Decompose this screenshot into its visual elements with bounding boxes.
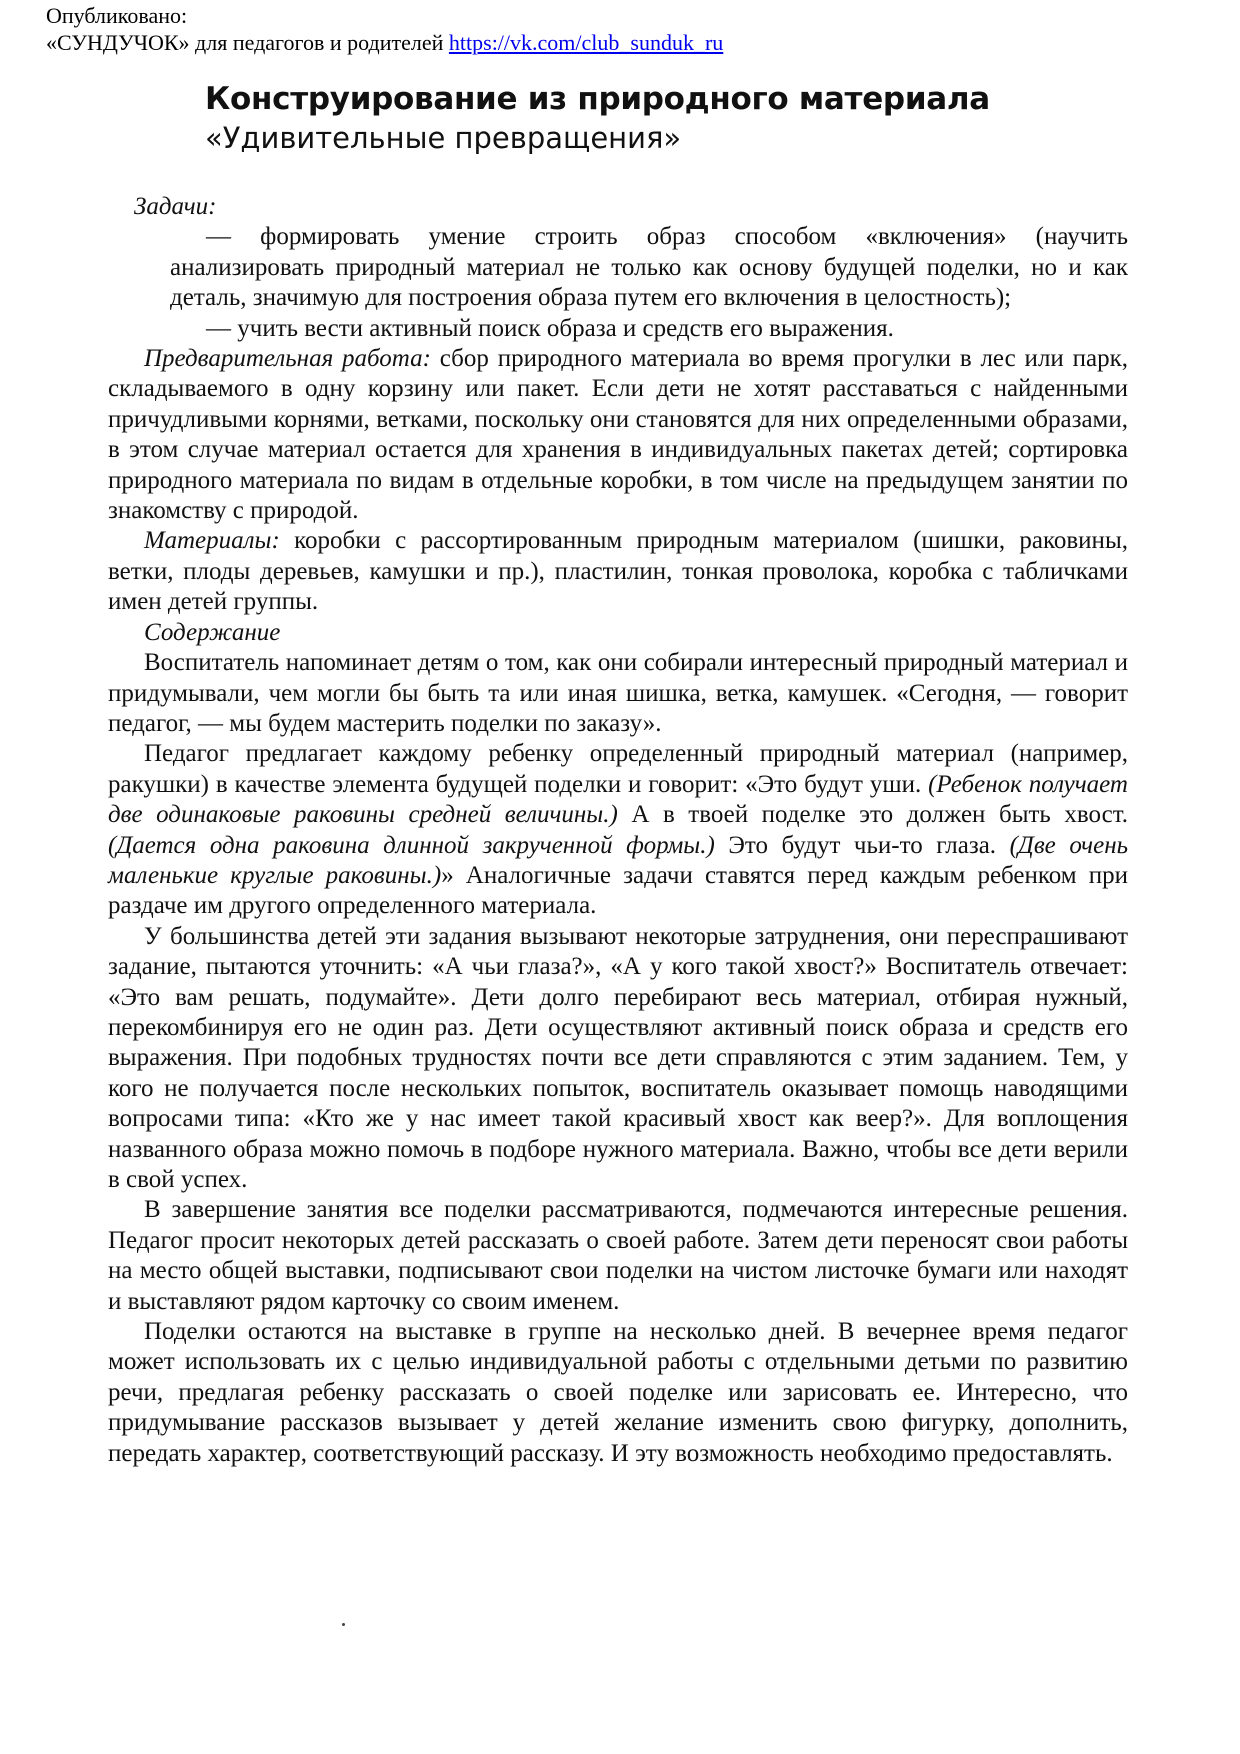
content-paragraph-2	[108, 739, 1128, 921]
vk-link[interactable]: https://vk.com/club_sunduk_ru	[448, 30, 724, 55]
content-paragraph-1: Воспитатель напоминает детям о том, как они собирали интересный природный материал и придумывали, чем могли бы быть та или иная шишка, ветка, камушек. «Сегодня, — говорит педагог, — мы будем мастерить поделки по заказу».	[108, 649, 1128, 737]
published-label: Опубликовано:	[46, 3, 188, 28]
page-subtitle: «Удивительные превращения»	[205, 121, 682, 155]
p2-italic-3: (Две очень маленькие круглые раковины.)	[108, 831, 1128, 889]
materials-label: Материалы:	[144, 527, 280, 555]
content-paragraph-4: В завершение занятия все поделки рассматриваются, подмечаются интересные решения. Педагог просит некоторых детей рассказать о своей работе. Затем дети переносят свои работы на место общей выставки, подписывают свои поделки на чистом листочке бумаги или находят и выставляют рядом карточку со своим именем.	[108, 1196, 1128, 1315]
publication-header	[46, 2, 723, 56]
p2-text-1: Педагог предлагает каждому ребенку определенный природный материал (например, ракушки) в качестве элемента будущей поделки и говорит: «Это будут уши.	[108, 740, 1128, 798]
scan-speck	[342, 1623, 345, 1626]
materials-paragraph	[108, 526, 1128, 617]
preliminary-paragraph	[108, 344, 1128, 526]
p2-italic-1: (Ребенок получает две одинаковые раковины средней величины.)	[108, 770, 1128, 829]
tasks-heading: Задачи:	[134, 193, 217, 220]
document-body	[108, 192, 1128, 1469]
preliminary-label: Предварительная работа:	[144, 345, 431, 373]
p2-italic-2: (Дается одна раковина длинной закрученной формы.)	[108, 831, 715, 859]
title-block	[205, 80, 1105, 158]
materials-text: коробки с рассортированным природным материалом (шишки, раковины, ветки, плоды деревьев, камушки и пр.), пластилин, тонкая проволока, коробка с табличками имен детей группы.	[108, 527, 1128, 616]
content-paragraph-3: У большинства детей эти задания вызывают некоторые затруднения, они переспрашивают задание, пытаются уточнить: «А чьи глаза?», «А у кого такой хвост?» Воспитатель отвечает: «Это вам решать, подумайте». Дети долго перебирают весь материал, отбирая нужный, перекомбинируя его не один раз. Дети осуществляют активный поиск образа и средств его выражения. При подобных трудностях почти все дети справляются с этим заданием. Тем, у кого не получается после нескольких попыток, воспитатель оказывает помощь наводящими вопросами типа: «Кто же у нас имеет такой красивый хвост как веер?». Для воплощения названного образа можно помочь в подборе нужного материала. Важно, чтобы все дети верили в свой успех.	[108, 922, 1128, 1193]
preliminary-text: сбор природного материала во время прогулки в лес или парк, складываемого в одну корзину или пакет. Если дети не хотят расставаться с найденными причудливыми корнями, ветками, поскольку они становятся для них определенными образами, в этом случае материал остается для хранения в индивидуальных пакетах детей; сортировка природного материала по видам в отдельные коробки, в том числе на предыдущем занятии по знакомству с природой.	[108, 345, 1128, 525]
content-heading: Содержание	[144, 618, 281, 646]
p2-text-3: Это будут чьи-то глаза.	[714, 831, 1010, 859]
task-item: — формировать умение строить образ способом «включения» (научить анализировать природный материал не только как основу будущей поделки, но и как деталь, значимую для построения образа путем его включения в целостность);	[170, 223, 1128, 312]
content-paragraph-5: Поделки остаются на выставке в группе на несколько дней. В вечернее время педагог может использовать их с целью индивидуальной работы с отдельными детьми по развитию речи, предлагая ребенку рассказать о своей поделке или зарисовать ее. Интересно, что придумывание рассказов вызывает у детей желание изменить свою фигурку, дополнить, передать характер, соответствующий рассказу. И эту возможность необходимо предоставлять.	[108, 1318, 1128, 1467]
task-item: — учить вести активный поиск образа и средств его выражения.	[206, 314, 894, 342]
source-line	[46, 29, 723, 56]
p2-text-4: » Аналогичные задачи ставятся перед каждым ребенком при раздаче им другого определенного материала.	[108, 861, 1128, 920]
source-text: «СУНДУЧОК» для педагогов и родителей	[46, 30, 444, 55]
page-title: Конструирование из природного материала	[205, 81, 990, 117]
p2-text-2: А в твоей поделке это должен быть хвост.	[617, 801, 1129, 829]
